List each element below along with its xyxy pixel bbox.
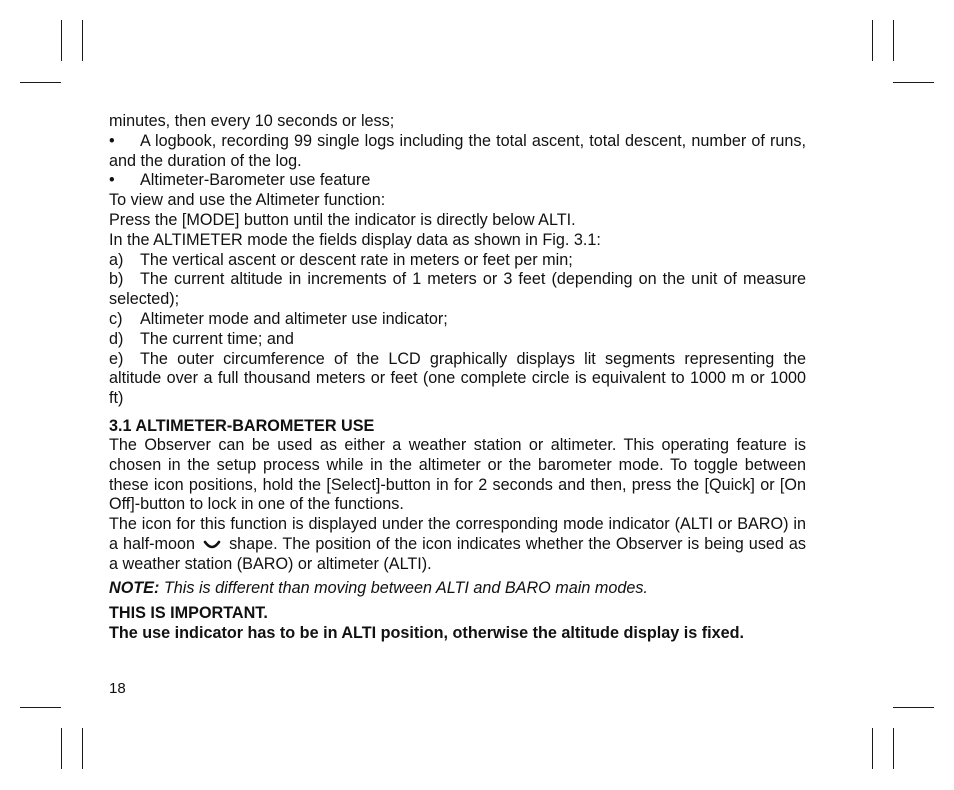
paragraph-icon-function bbox=[109, 515, 806, 574]
bullet-glyph: • bbox=[109, 131, 115, 150]
list-item-a bbox=[109, 251, 806, 271]
crop-mark bbox=[20, 707, 61, 708]
paragraph-text: shape. The position of the icon indicates whether the Observer is being used as a weather station (BARO) or altimeter (ALTI). bbox=[109, 534, 807, 573]
paragraph-text: The icon for this function is displayed under the corresponding mode indicator (ALTI or BARO) in a half-moon bbox=[109, 515, 806, 553]
list-label: a) bbox=[109, 250, 124, 269]
text-line: To view and use the Altimeter function: bbox=[109, 191, 386, 210]
crop-mark bbox=[893, 20, 894, 61]
list-text: Altimeter mode and altimeter use indicator; bbox=[140, 309, 448, 328]
bullet-text: A logbook, recording 99 single logs including the total ascent, total descent, number of runs, and the duration of the log. bbox=[109, 131, 806, 170]
crop-mark bbox=[893, 728, 894, 769]
list-text: The current time; and bbox=[140, 329, 294, 348]
bullet-item-logbook bbox=[109, 132, 806, 172]
crop-mark bbox=[893, 82, 934, 83]
list-text: The current altitude in increments of 1 meters or 3 feet (depending on the unit of measure selected); bbox=[109, 270, 806, 309]
important-title: THIS IS IMPORTANT. bbox=[109, 604, 268, 623]
list-item-d bbox=[109, 330, 806, 350]
bullet-item-feature bbox=[109, 171, 806, 191]
bullet-text: Altimeter-Barometer use feature bbox=[140, 171, 371, 190]
crop-mark bbox=[20, 82, 61, 83]
crop-mark bbox=[61, 20, 62, 61]
important-text: The use indicator has to be in ALTI position, otherwise the altitude display is fixed. bbox=[109, 623, 744, 642]
page-number: 18 bbox=[109, 680, 126, 697]
crop-mark bbox=[61, 728, 62, 769]
list-item-e bbox=[109, 350, 806, 409]
crop-mark bbox=[872, 20, 873, 61]
bullet-glyph: • bbox=[109, 171, 115, 190]
list-text: The outer circumference of the LCD graphically displays lit segments representing the altitude over a full thousand meters or feet (one complete circle is equivalent to 1000 m or 1000 ft) bbox=[109, 349, 806, 408]
list-label: e) bbox=[109, 349, 124, 368]
list-text: The vertical ascent or descent rate in meters or feet per min; bbox=[140, 250, 573, 269]
list-label: d) bbox=[109, 329, 124, 348]
half-moon-icon bbox=[203, 540, 221, 550]
crop-mark bbox=[893, 707, 934, 708]
note-line bbox=[109, 579, 806, 599]
crop-mark bbox=[872, 728, 873, 769]
text-line: In the ALTIMETER mode the fields display data as shown in Fig. 3.1: bbox=[109, 230, 601, 249]
crop-mark bbox=[82, 20, 83, 61]
paragraph-operating-feature: The Observer can be used as either a weather station or altimeter. This operating feature is chosen in the setup process while in the altimeter or the barometer mode. To toggle between these icon positions, hold the [Select]-button in for 2 seconds and then, press the [Quick] or [On Off]-button to lock in one of the functions. bbox=[109, 435, 806, 514]
text-line: Press the [MODE] button until the indicator is directly below ALTI. bbox=[109, 210, 576, 229]
crop-mark bbox=[82, 728, 83, 769]
note-label: NOTE: bbox=[109, 578, 160, 597]
note-text: This is different than moving between ALTI and BARO main modes. bbox=[163, 578, 648, 597]
page-body bbox=[109, 112, 806, 644]
list-label: c) bbox=[109, 309, 123, 328]
list-item-b bbox=[109, 270, 806, 310]
text-line: minutes, then every 10 seconds or less; bbox=[109, 112, 395, 130]
list-label: b) bbox=[109, 270, 124, 289]
list-item-c bbox=[109, 310, 806, 330]
section-heading: 3.1 ALTIMETER-BAROMETER USE bbox=[109, 416, 375, 435]
